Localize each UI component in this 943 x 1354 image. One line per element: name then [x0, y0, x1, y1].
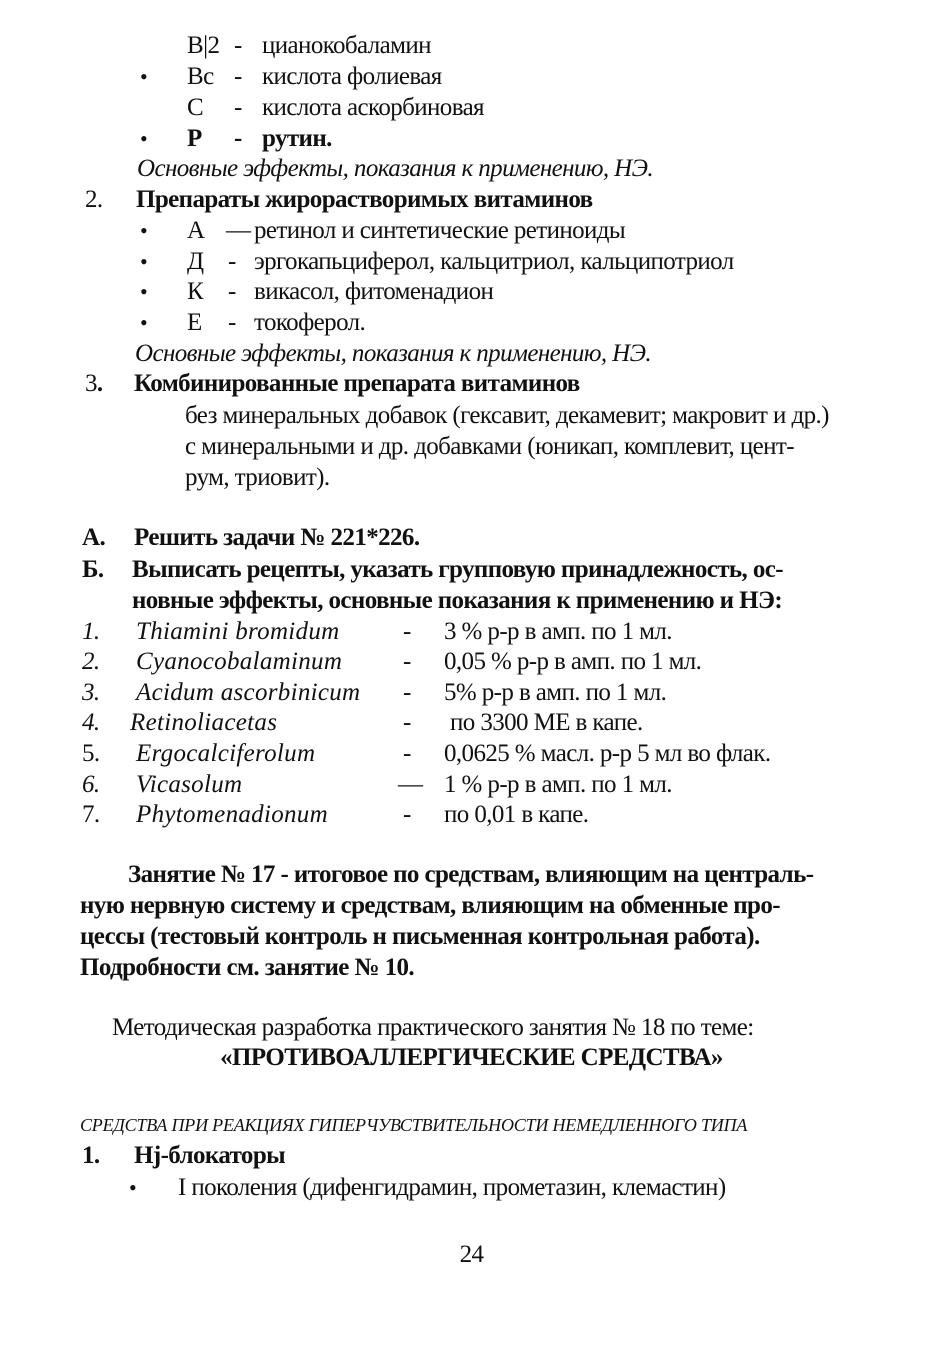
- vitamin-bullet: •: [140, 126, 148, 151]
- vitamin-code: C: [187, 94, 204, 121]
- prescription-drug: Retinoliacetas: [130, 709, 278, 736]
- prescription-dash: -: [403, 618, 411, 645]
- fat-vitamin-code: К: [187, 278, 204, 305]
- fat-vitamin-dash: -: [228, 309, 236, 336]
- vitamin-dash: -: [234, 63, 242, 90]
- fat-vitamin-name: эргокапьциферол, кальцитриол, кальципотриол: [254, 248, 734, 275]
- h1-item-bullet: •: [129, 1175, 137, 1200]
- prescription-dash: -: [403, 648, 411, 675]
- prescription-dose: 1 % р-р в амп. по 1 мл.: [444, 771, 672, 798]
- prescription-dose: 0,0625 % масл. р-р 5 мл во флак.: [444, 740, 771, 767]
- fat-vitamin-name: токоферол.: [254, 309, 366, 336]
- prescription-number: 2.: [82, 648, 100, 675]
- lesson-17-line-1: Занятие № 17 - итоговое по средствам, влияющим на централь-: [128, 861, 814, 888]
- fat-vitamin-bullet: •: [140, 249, 148, 274]
- vitamin-code: Bc: [187, 63, 214, 90]
- vitamin-name: цианокобаламин: [262, 32, 431, 59]
- section-2-title: Препараты жирорастворимых витаминов: [136, 186, 593, 213]
- fat-vitamin-code: Е: [187, 309, 202, 336]
- task-b-line-2: новные эффекты, основные показания к применению и НЭ:: [132, 587, 783, 614]
- prescription-number: 5.: [82, 740, 100, 767]
- prescription-number: 1.: [82, 618, 100, 645]
- prescription-number: 6.: [82, 771, 100, 798]
- prescription-drug: Acidum ascorbinicum: [136, 679, 361, 706]
- h1-section-title: Hj-блокаторы: [134, 1142, 286, 1169]
- effects-note-1: Основные эффекты, показания к применению, НЭ.: [137, 155, 654, 182]
- vitamin-bullet: •: [140, 64, 148, 89]
- vitamin-name: кислота фолиевая: [262, 63, 442, 90]
- lesson-17-line-2: ную нервную систему и средствам, влияющим на обменные про-: [80, 892, 780, 919]
- prescription-drug: Thiamini bromidum: [136, 618, 340, 645]
- fat-vitamin-bullet: •: [140, 279, 148, 304]
- effects-note-2: Основные эффекты, показания к применению, НЭ.: [135, 340, 652, 367]
- section-2-number: 2.: [85, 186, 103, 213]
- fat-vitamin-name: викасол, фитоменадион: [254, 278, 494, 305]
- task-b-line-1: Выписать рецепты, указать групповую принадлежность, ос-: [132, 556, 783, 583]
- prescription-number: 3.: [82, 679, 100, 706]
- prescription-dash: -: [403, 709, 411, 736]
- lesson-18-intro: Методическая разработка практического занятия № 18 по теме:: [112, 1014, 754, 1041]
- prescription-number: 7.: [82, 801, 100, 828]
- lesson-17-line-3: цессы (тестовый контроль н письменная контрольная работа).: [80, 923, 760, 950]
- vitamin-name: рутин.: [262, 125, 332, 152]
- prescription-drug: Vicasolum: [136, 771, 243, 798]
- task-a-text: Решить задачи № 221*226.: [134, 524, 420, 551]
- vitamin-code: B|2: [187, 32, 220, 59]
- prescription-number: 4.: [82, 709, 100, 736]
- section-3-line-3: рум, триовит).: [185, 464, 330, 491]
- prescription-dose: по 3300 ME в капе.: [450, 709, 643, 736]
- fat-vitamin-bullet: •: [140, 310, 148, 335]
- vitamin-dash: -: [234, 94, 242, 121]
- page-number: 24: [459, 1241, 484, 1268]
- prescription-drug: Cyanocobalaminum: [136, 648, 343, 675]
- fat-vitamin-dash: -: [228, 248, 236, 275]
- prescription-dose: 0,05 % р-р в амп. по 1 мл.: [444, 648, 702, 675]
- vitamin-dash: -: [234, 32, 242, 59]
- lesson-18-title: «ПРОТИВОАЛЛЕРГИЧЕСКИЕ СРЕДСТВА»: [220, 1044, 723, 1071]
- vitamin-code: P: [187, 125, 202, 152]
- section-3-title: Комбинированные препарата витаминов: [134, 370, 580, 397]
- h1-item-text: I поколения (дифенгидрамин, прометазин, клемастин): [178, 1174, 726, 1201]
- task-a-letter: А.: [82, 524, 106, 551]
- fat-vitamin-code: Д: [187, 248, 204, 275]
- prescription-dash: —: [398, 771, 423, 798]
- prescription-drug: Phytomenadionum: [136, 801, 328, 828]
- fat-vitamin-dash: -: [228, 278, 236, 305]
- prescription-dose: 3 % р-р в амп. по 1 мл.: [444, 618, 672, 645]
- section-3-line-2: с минеральными и др. добавками (юникап, комплевит, цент-: [185, 433, 794, 460]
- prescription-dash: -: [403, 679, 411, 706]
- task-b-letter: Б.: [82, 556, 104, 583]
- prescription-drug: Ergocalciferolum: [136, 740, 316, 767]
- fat-vitamin-dash: —: [226, 217, 251, 244]
- vitamin-dash: -: [234, 125, 242, 152]
- section-3-line-1: без минеральных добавок (гексавит, декамевит; макровит и др.): [185, 402, 829, 429]
- fat-vitamin-name: ретинол и синтетические ретиноиды: [254, 217, 626, 244]
- prescription-dash: -: [403, 801, 411, 828]
- fat-vitamin-code: А: [187, 217, 205, 244]
- subheading: СРЕДСТВА ПРИ РЕАКЦИЯХ ГИПЕРЧУВСТВИТЕЛЬНОСТИ НЕМЕДЛЕННОГО ТИПА: [80, 1115, 748, 1135]
- prescription-dose: по 0,01 в капе.: [444, 801, 589, 828]
- fat-vitamin-bullet: •: [140, 218, 148, 243]
- h1-section-number: 1.: [82, 1142, 100, 1169]
- lesson-17-line-4: Подробности см. занятие № 10.: [80, 954, 415, 981]
- prescription-dash: -: [403, 740, 411, 767]
- prescription-dose: 5% р-р в амп. по 1 мл.: [444, 679, 667, 706]
- vitamin-name: кислота аскорбиновая: [262, 94, 484, 121]
- section-3-number: 3.: [85, 370, 103, 397]
